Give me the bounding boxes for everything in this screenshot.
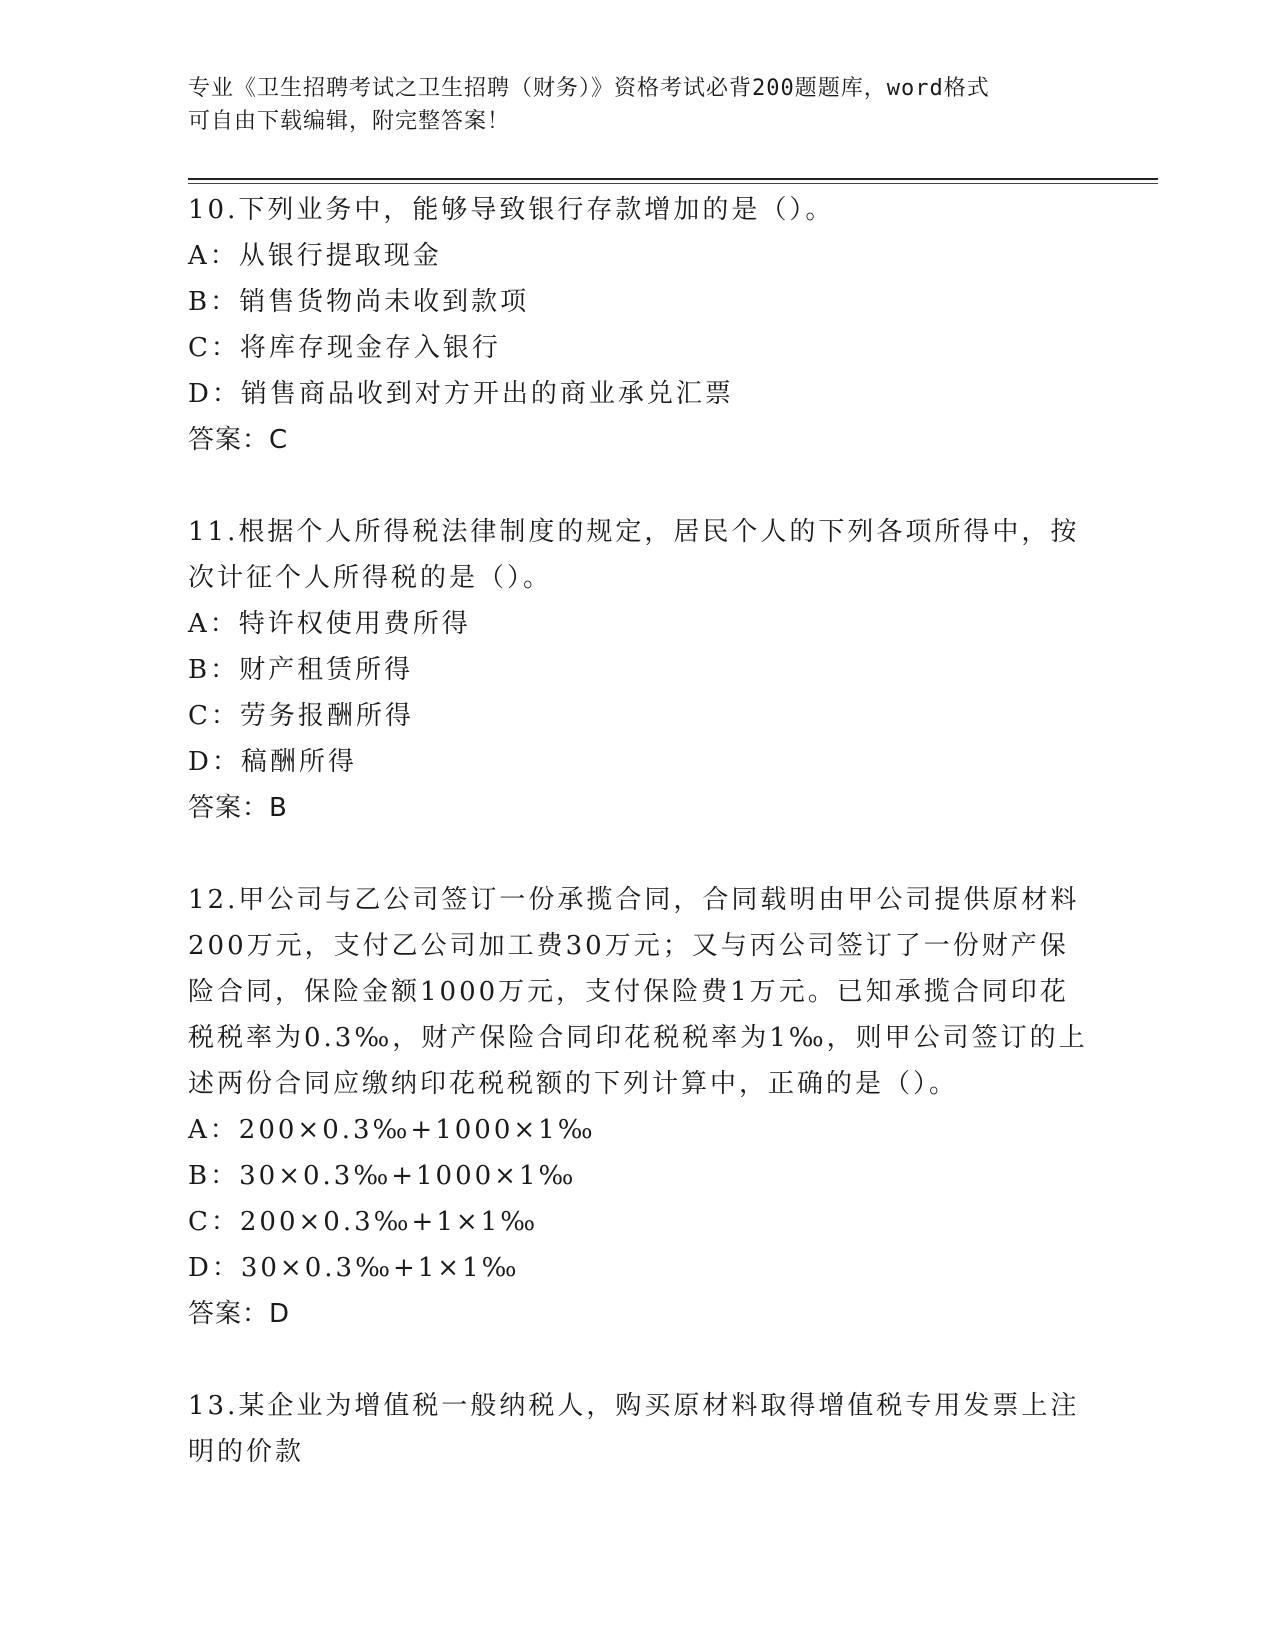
option-a: A：从银行提取现金	[188, 241, 442, 271]
header-line-2: 可自由下载编辑，附完整答案！	[188, 109, 511, 134]
option-d: D：30×0.3‰+1×1‰	[188, 1253, 520, 1283]
question-10	[188, 187, 1088, 463]
answer: 答案：D	[188, 1299, 291, 1329]
option-a: A：200×0.3‰+1000×1‰	[188, 1115, 596, 1145]
question-list	[188, 187, 1088, 1475]
question-stem: 10.下列业务中，能够导致银行存款增加的是（）。	[188, 195, 835, 225]
option-c: C：200×0.3‰+1×1‰	[188, 1207, 539, 1237]
header-line-1: 专业《卫生招聘考试之卫生招聘（财务）》资格考试必背200题题库，word格式	[188, 76, 990, 101]
document-header	[188, 72, 1068, 138]
option-d: D：稿酬所得	[188, 747, 357, 777]
option-b: B：财产租赁所得	[188, 655, 414, 685]
answer: 答案：C	[188, 425, 289, 455]
question-12	[188, 877, 1088, 1337]
option-c: C：劳务报酬所得	[188, 701, 414, 731]
question-11	[188, 509, 1088, 831]
option-c: C：将库存现金存入银行	[188, 333, 501, 363]
question-stem: 13.某企业为增值税一般纳税人，购买原材料取得增值税专用发票上注明的价款	[188, 1391, 1080, 1467]
option-d: D：销售商品收到对方开出的商业承兑汇票	[188, 379, 734, 409]
spacer	[188, 463, 1088, 509]
spacer	[188, 831, 1088, 877]
option-b: B：30×0.3‰+1000×1‰	[188, 1161, 577, 1191]
header-divider-thin	[188, 183, 1158, 184]
question-13	[188, 1383, 1088, 1475]
option-b: B：销售货物尚未收到款项	[188, 287, 530, 317]
question-stem: 11.根据个人所得税法律制度的规定，居民个人的下列各项所得中，按次计征个人所得税的是（）。	[188, 517, 1080, 593]
option-a: A：特许权使用费所得	[188, 609, 471, 639]
answer: 答案：B	[188, 793, 288, 823]
header-divider-thick	[188, 178, 1158, 180]
question-stem: 12.甲公司与乙公司签订一份承揽合同，合同载明由甲公司提供原材料200万元，支付乙公司加工费30万元；又与丙公司签订了一份财产保险合同，保险金额1000万元，支付保险费1万元。已知承揽合同印花税税率为0.3‰，财产保险合同印花税税率为1‰，则甲公司签订的上述两份合同应缴纳印花税税额的下列计算中，正确的是（）。	[188, 885, 1088, 1099]
spacer	[188, 1337, 1088, 1383]
